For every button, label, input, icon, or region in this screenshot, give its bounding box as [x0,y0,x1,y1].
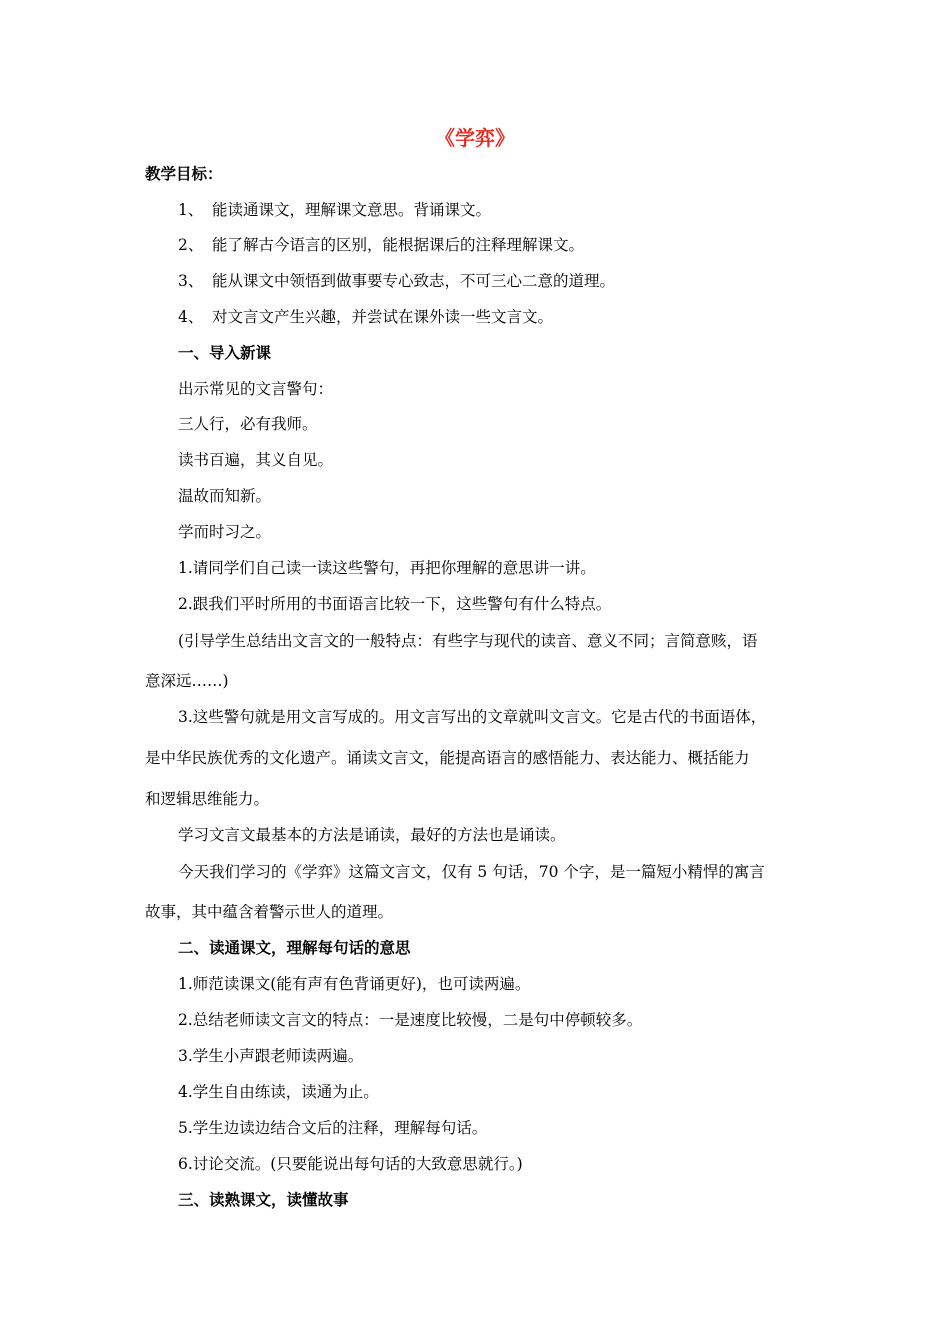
objective-number: 1、 [178,201,204,219]
objective-number: 2、 [178,236,204,254]
section1-line: 学习文言文最基本的方法是诵读，最好的方法也是诵读。 [178,826,566,844]
section2-line: 1.师范读课文(能有声有色背诵更好)，也可读两遍。 [178,975,531,993]
objective-text: 能从课文中领悟到做事要专心致志，不可三心二意的道理。 [212,272,616,290]
section1-line: 2.跟我们平时所用的书面语言比较一下，这些警句有什么特点。 [178,595,612,613]
objective-number: 4、 [178,308,204,326]
objective-text: 对文言文产生兴趣，并尝试在课外读一些文言文。 [212,308,554,326]
section1-line: 温故而知新。 [178,487,272,505]
section1-line: 今天我们学习的《学弈》这篇文言文，仅有 5 句话，70 个字，是一篇短小精悍的寓言 [178,863,765,881]
objectives-heading: 教学目标： [145,165,223,183]
section1-line: 出示常见的文言警句： [178,380,334,398]
document-title: 《学弈》 [435,126,515,150]
section2-line: 4.学生自由练读，读通为止。 [178,1083,379,1101]
section1-line: 读书百遍，其义自见。 [178,451,334,469]
section2-line: 2.总结老师读文言文的特点：一是速度比较慢，二是句中停顿较多。 [178,1011,643,1029]
section1-line: 三人行，必有我师。 [178,415,318,433]
section1-heading: 一、导入新课 [178,344,272,362]
section1-line: 和逻辑思维能力。 [145,790,270,808]
section3-heading: 三、读熟课文，读懂故事 [178,1191,349,1209]
section1-line: 意深远……) [145,672,229,690]
section2-heading: 二、读通课文，理解每句话的意思 [178,939,411,957]
section1-line: 学而时习之。 [178,523,272,541]
section1-line: 是中华民族优秀的文化遗产。诵读文言文，能提高语言的感悟能力、表达能力、概括能力 [145,749,750,767]
objective-item [178,234,584,256]
section1-line: 3.这些警句就是用文言写成的。用文言写出的文章就叫文言文。它是古代的书面语体， [178,708,767,726]
section1-line: 1.请同学们自己读一读这些警句，再把你理解的意思讲一讲。 [178,559,596,577]
section2-line: 3.学生小声跟老师读两遍。 [178,1047,364,1065]
objective-item [178,199,491,221]
objective-item [178,306,553,328]
objective-number: 3、 [178,272,204,290]
objective-text: 能了解古今语言的区别，能根据课后的注释理解课文。 [212,236,585,254]
section2-line: 6.讨论交流。(只要能说出每句话的大致意思就行。) [178,1155,523,1173]
objective-item [178,270,615,292]
objective-text: 能读通课文，理解课文意思。背诵课文。 [212,201,492,219]
section1-line: (引导学生总结出文言文的一般特点：有些字与现代的读音、意义不同；言简意赅，语 [178,632,758,650]
section2-line: 5.学生边读边结合文后的注释，理解每句话。 [178,1119,488,1137]
section1-line: 故事，其中蕴含着警示世人的道理。 [145,903,394,921]
